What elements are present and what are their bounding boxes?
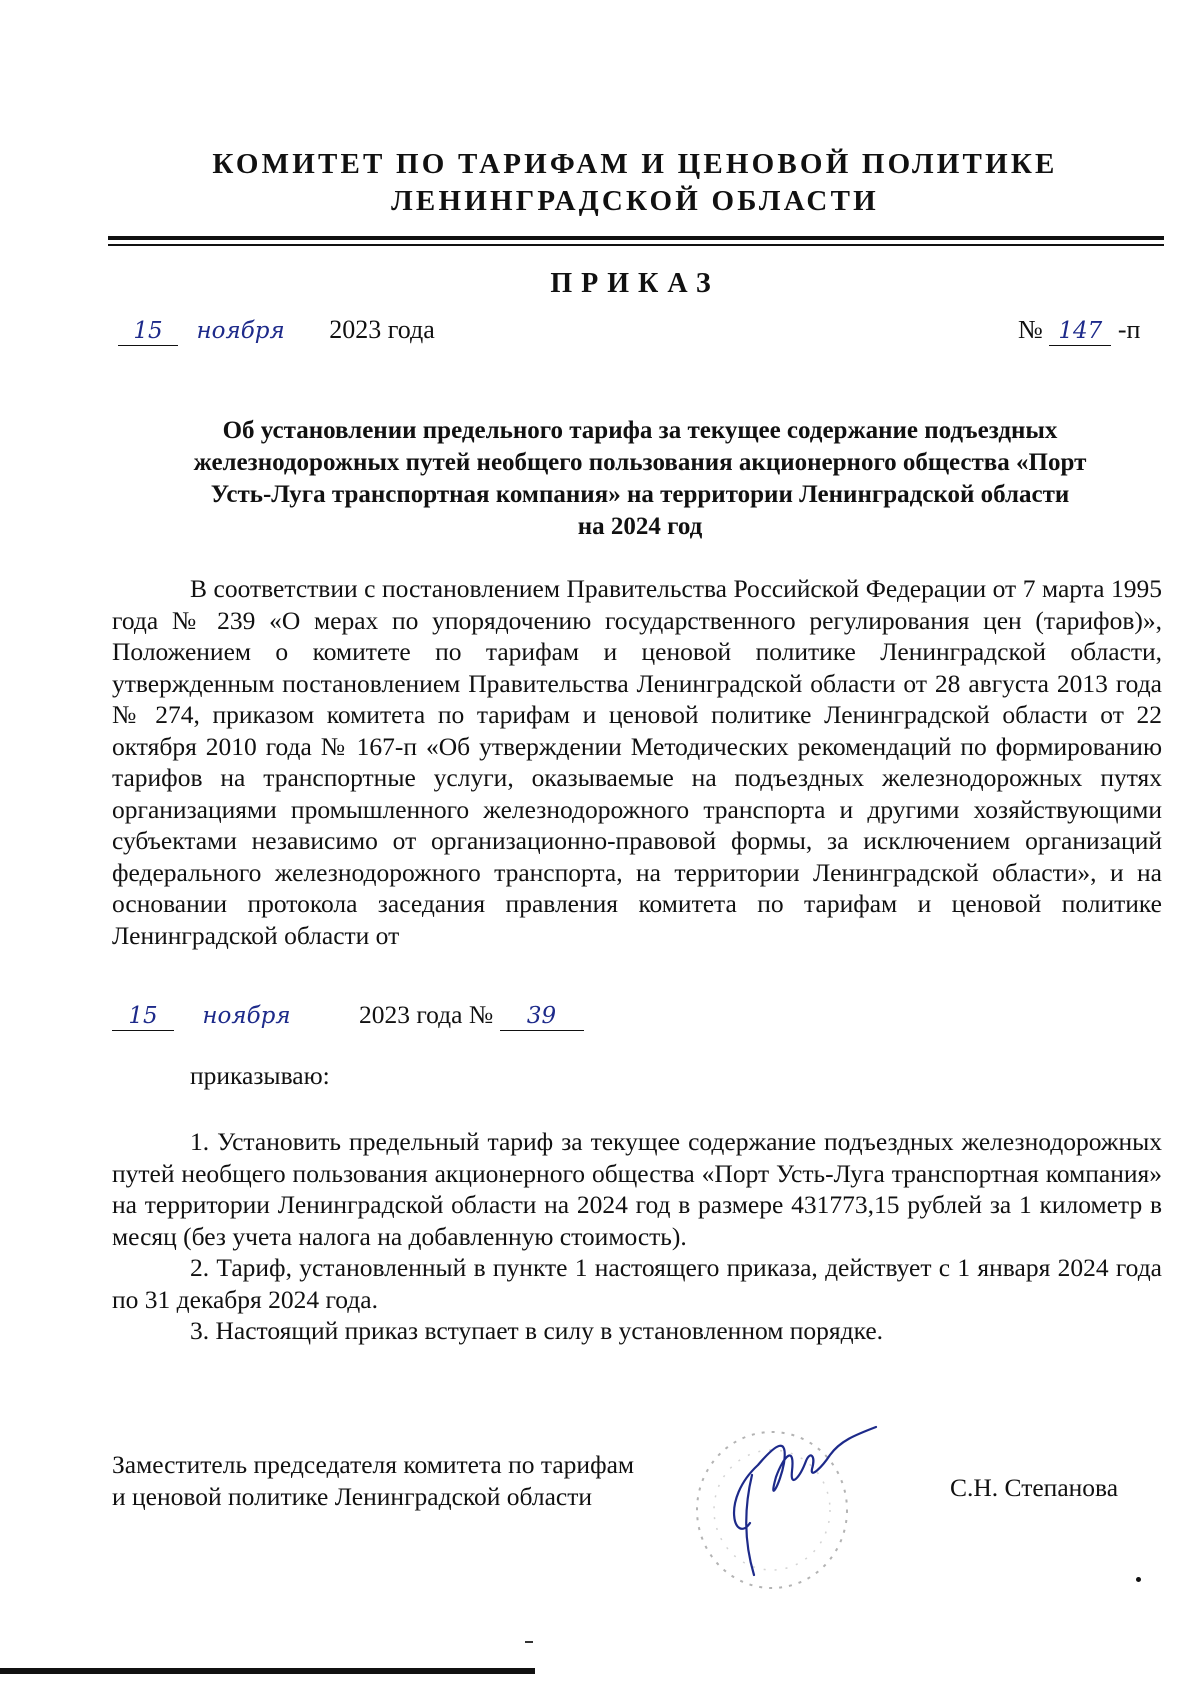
preamble-text: В соответствии с постановлением Правительства Российской Федерации от 7 марта 1995 года № 239 «О мерах по упорядочению государственного регулирования цен (тарифов)», Положением о комитете по тарифам и ценовой политике Ленинградской области, утвержденным постановлением Правительства Ленинградской области от 28 августа 2013 года № 274, приказом комитета по тарифам и ценовой политике Ленинградской области от 22 октября 2010 года № 167-п «Об утверждении Методических рекомендаций по формированию тарифов на транспортные услуги, оказываемые на подъездных железнодорожных путях организациями промышленного железнодорожного транспорта и другими хозяйствующими субъектами независимо от организационно-правовой формы, за исключением организаций федерального железнодорожного транспорта, на территории Ленинградской области», и на основании протокола заседания правления комитета по тарифам и ценовой политике Ленинградской области от	[112, 574, 1162, 950]
committee-header-line2: ЛЕНИНГРАДСКОЙ ОБЛАСТИ	[391, 185, 879, 217]
order-number-prefix: №	[1018, 315, 1043, 344]
scan-mark	[525, 1641, 533, 1643]
protocol-date-month: ноября	[202, 1003, 291, 1029]
order-word: приказываю:	[190, 1061, 330, 1090]
signature-stamp-image	[680, 1405, 940, 1605]
handwritten-signature-icon	[734, 1427, 876, 1575]
committee-header	[0, 146, 1200, 220]
document-type: ПРИКАЗ	[550, 268, 720, 299]
protocol-date	[112, 1000, 584, 1031]
committee-header-line1: КОМИТЕТ ПО ТАРИФАМ И ЦЕНОВОЙ ПОЛИТИКЕ	[212, 148, 1058, 180]
order-title-line1: Об установлении предельного тарифа за текущее содержание подъездных	[222, 417, 1058, 444]
preamble	[112, 573, 1162, 951]
header-rule-thin	[108, 244, 1164, 246]
order-number-suffix: -п	[1117, 315, 1141, 344]
signatory-position	[112, 1449, 634, 1513]
order-item-3: 3. Настоящий приказ вступает в силу в установленном порядке.	[190, 1316, 884, 1345]
scan-edge-bar	[0, 1668, 535, 1674]
signatory-position-line1: Заместитель председателя комитета по тарифам	[112, 1450, 635, 1479]
protocol-date-day: 15	[112, 1003, 174, 1031]
order-title	[120, 415, 1160, 543]
header-rule-thick	[108, 236, 1164, 240]
order-title-line2: железнодорожных путей необщего пользования акционерного общества «Порт	[193, 449, 1087, 476]
order-number-value: 147	[1049, 318, 1111, 346]
order-item-2: 2. Тариф, установленный в пункте 1 настоящего приказа, действует с 1 января 2024 года по 31 декабря 2024 года.	[112, 1253, 1162, 1314]
order-title-line3: Усть-Луга транспортная компания» на территории Ленинградской области	[210, 481, 1070, 508]
order-date	[118, 315, 435, 346]
order-date-day: 15	[118, 318, 178, 346]
scan-dot	[1136, 1577, 1141, 1582]
order-items	[112, 1126, 1162, 1347]
protocol-number: 39	[500, 1003, 584, 1031]
signatory-position-line2: и ценовой политике Ленинградской области	[112, 1482, 592, 1511]
order-date-month: ноября	[196, 318, 285, 344]
signatory-name: С.Н. Степанова	[950, 1473, 1119, 1502]
stamp-outline-icon	[697, 1432, 847, 1588]
order-number	[1018, 315, 1140, 346]
order-title-line4: на 2024 год	[577, 513, 703, 540]
order-item-1: 1. Установить предельный тариф за текущее содержание подъездных железнодорожных путей необщего пользования акционерного общества «Порт Усть-Луга транспортная компания» на территории Ленинградской области на 2024 год в размере 431773,15 рублей за 1 километр в месяц (без учета налога на добавленную стоимость).	[112, 1127, 1162, 1251]
protocol-date-year: 2023 года №	[358, 1000, 494, 1029]
order-date-year: 2023 года	[329, 315, 435, 344]
